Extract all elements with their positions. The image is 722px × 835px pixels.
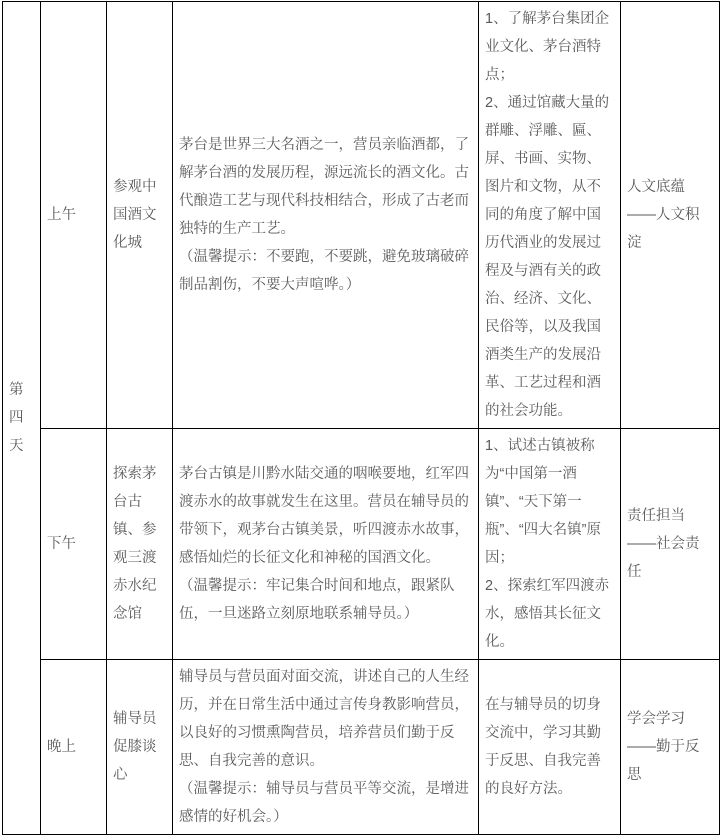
objectives-cell-afternoon [479,429,621,660]
description-cell-afternoon [173,429,479,660]
activity-cell-morning: 参观中国酒文化城 [107,2,173,429]
theme-value: ——人文积淀 [627,207,700,251]
activity-tip: （温馨提示：牢记集合时间和地点，跟紧队伍，一旦迷路立刻原地联系辅导员。） [179,578,455,622]
activity-tip: （温馨提示：不要跑，不要跳，避免玻璃破碎制品割伤，不要大声喧哗。） [179,249,469,293]
day-cell: 第四天 [3,2,41,835]
objective-item: 2、通过馆藏大量的群雕、浮雕、匾、屏、书画、实物、图片和文物，从不同的角度了解中国历代酒业的发展过程及与酒有关的政治、经济、文化、民俗等，以及我国酒类生产的发展沿革、工艺过程和酒的社会功能。 [485,95,610,419]
theme-cell-afternoon [621,429,720,660]
objectives-cell-evening [479,660,621,835]
activity-description: 茅台是世界三大名酒之一，营员亲临酒都，了解茅台酒的发展历程，源远流长的酒文化。古代酿造工艺与现代科技相结合，形成了古老而独特的生产工艺。 [179,137,469,237]
activity-tip: （温馨提示：辅导员与营员平等交流，是增进感情的好机会。） [179,781,469,825]
theme-cell-morning [621,2,720,429]
period-cell-afternoon: 下午 [41,429,107,660]
activity-cell-evening: 辅导员促膝谈心 [107,660,173,835]
table-row-evening [3,660,720,835]
itinerary-table [2,1,720,835]
description-cell-morning [173,2,479,429]
theme-value: ——社会责任 [627,536,700,580]
theme-category: 人文底蕴 [627,179,685,195]
theme-cell-evening [621,660,720,835]
theme-value: ——勤于反思 [627,739,700,783]
theme-category: 学会学习 [627,711,685,727]
period-cell-evening: 晚上 [41,660,107,835]
objective-item: 1、了解茅台集团企业文化、茅台酒特点； [485,11,610,83]
table-row-morning [3,2,720,429]
activity-description: 辅导员与营员面对面交流，讲述自己的人生经历，并在日常生活中通过言传身教影响营员，以良好的习惯熏陶营员，培养营员们勤于反思、自我完善的意识。 [179,669,469,769]
objectives-cell-morning [479,2,621,429]
description-cell-evening [173,660,479,835]
objective-item: 2、探索红军四渡赤水，感悟其长征文化。 [485,578,610,650]
activity-cell-afternoon: 探索茅台古镇、参观三渡赤水纪念馆 [107,429,173,660]
objective-item: 在与辅导员的切身交流中，学习其勤于反思、自我完善的良好方法。 [485,697,601,797]
theme-category: 责任担当 [627,508,685,524]
objective-item: 1、试述古镇被称为“中国第一酒镇”、“天下第一瓶”、“四大名镇”原因； [485,438,601,566]
activity-description: 茅台古镇是川黔水陆交通的咽喉要地，红军四渡赤水的故事就发生在这里。营员在辅导员的带领下，观茅台古镇美景，听四渡赤水故事，感悟灿烂的长征文化和神秘的国酒文化。 [179,466,469,566]
table-row-afternoon [3,429,720,660]
period-cell-morning: 上午 [41,2,107,429]
